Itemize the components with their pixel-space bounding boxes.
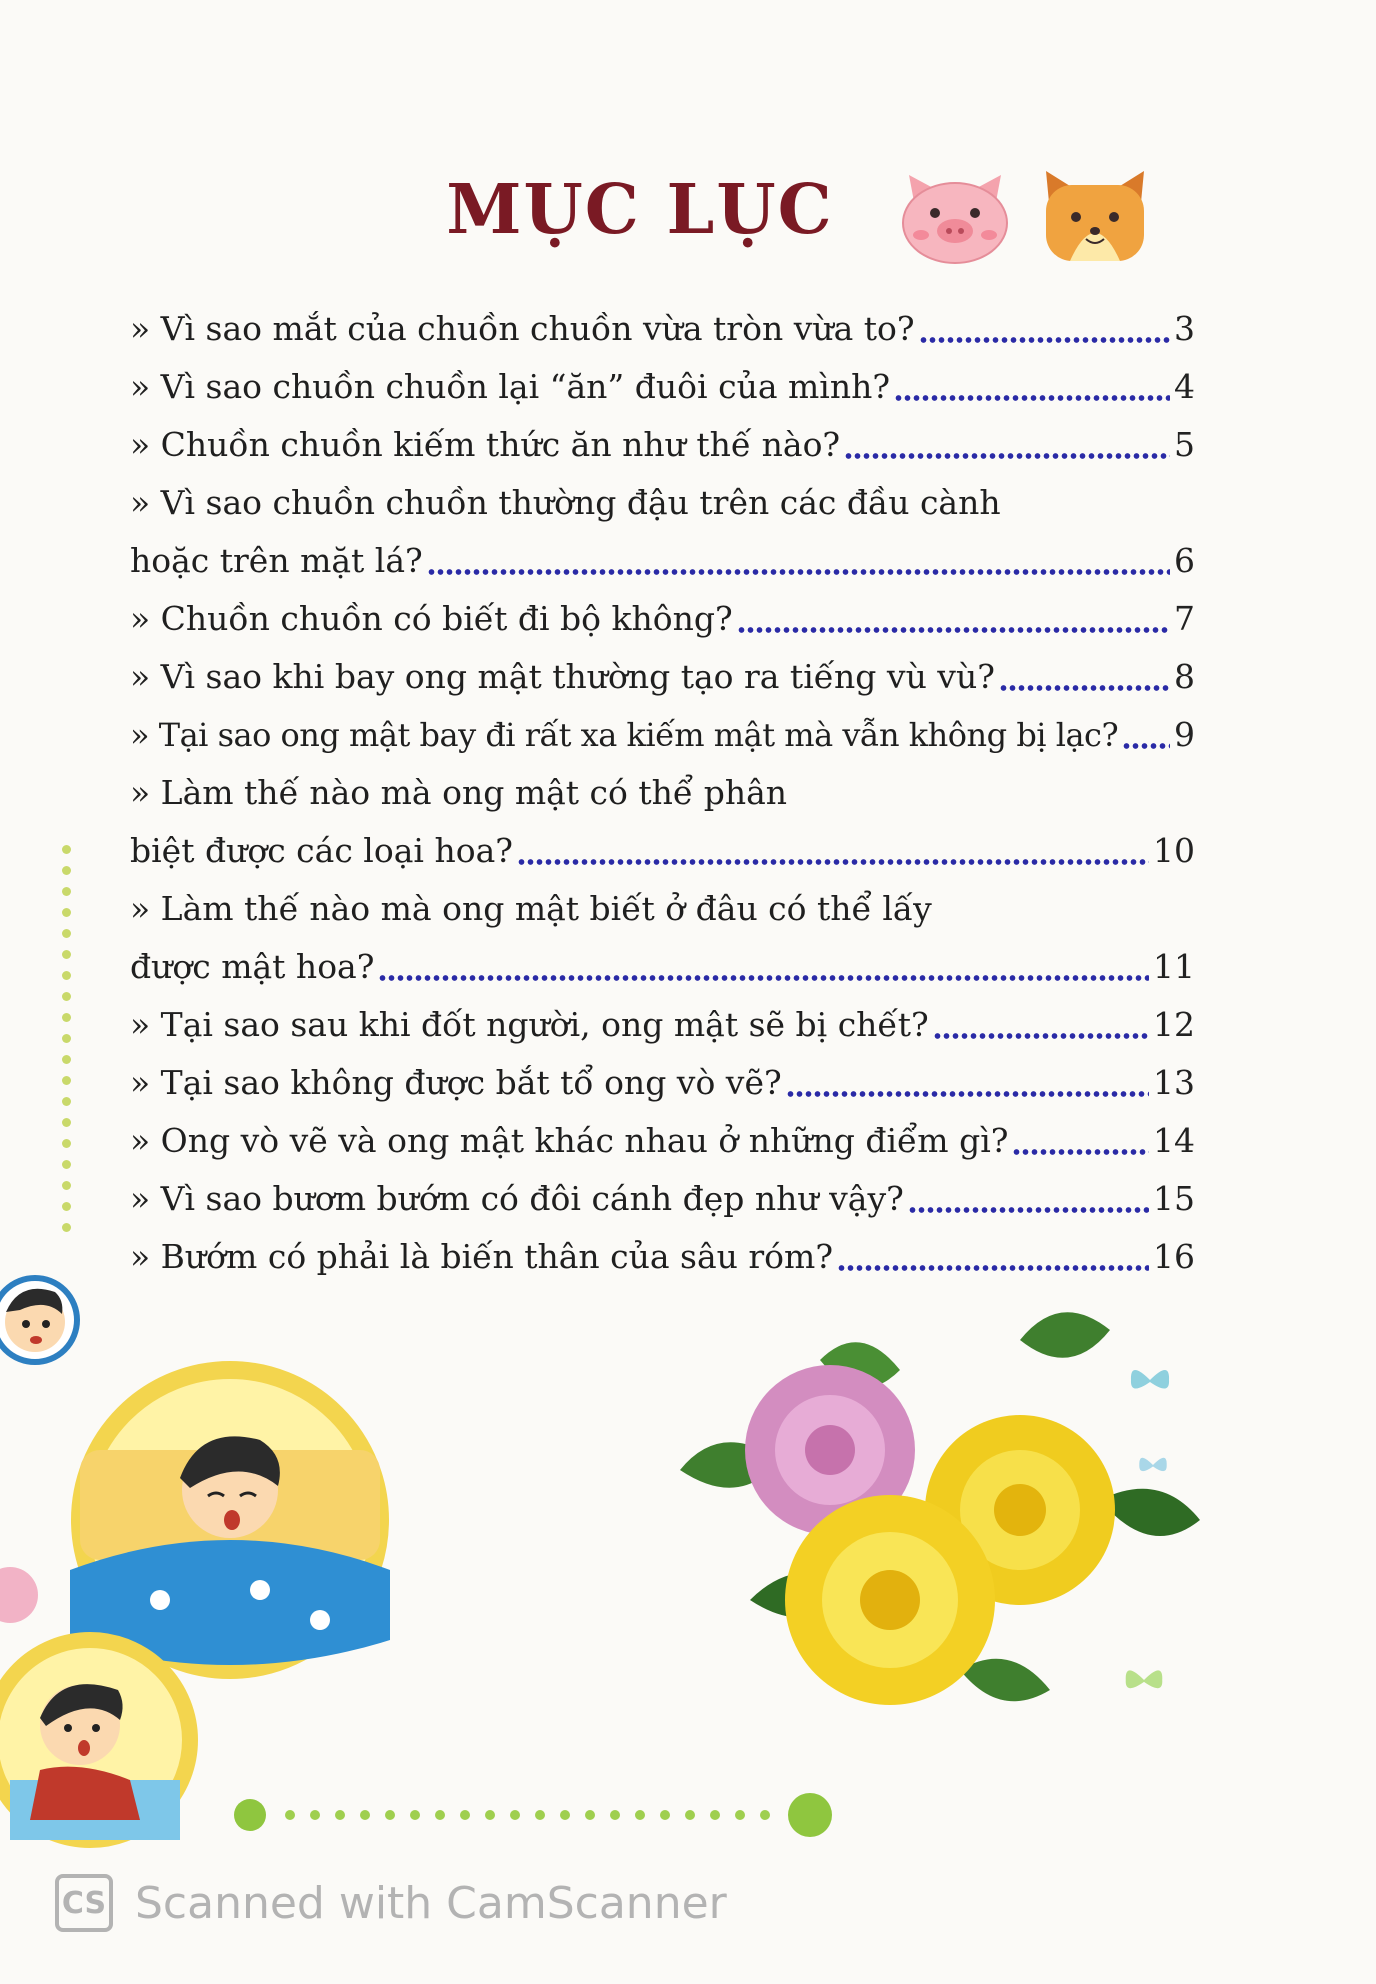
leader-dots <box>894 393 1170 403</box>
toc-entry[interactable] <box>130 880 1195 996</box>
toc-entry-title: được mật hoa? <box>130 947 375 986</box>
table-of-contents <box>130 300 1195 1286</box>
camscanner-logo: CS <box>55 1874 113 1932</box>
toc-entry[interactable] <box>130 590 1195 648</box>
toc-entry[interactable] <box>130 416 1195 474</box>
toc-page-number: 7 <box>1174 599 1195 638</box>
toc-entry-title: » Tại sao không được bắt tổ ong vò vẽ? <box>130 1063 782 1102</box>
toc-page-number: 3 <box>1174 309 1195 348</box>
toc-entry[interactable] <box>130 996 1195 1054</box>
toc-page-number: 13 <box>1153 1063 1195 1102</box>
boy-drawing-illustration <box>0 1630 200 1860</box>
watermark-text: Scanned with CamScanner <box>135 1877 727 1929</box>
dog-face-icon <box>1040 165 1150 265</box>
toc-entry[interactable] <box>130 358 1195 416</box>
toc-entry[interactable] <box>130 300 1195 358</box>
toc-entry-title: » Chuồn chuồn kiếm thức ăn như thế nào? <box>130 425 841 464</box>
toc-page-number: 10 <box>1153 831 1195 870</box>
toc-entry-title-line1: » Làm thế nào mà ong mật có thể phân <box>130 773 788 812</box>
leader-dots <box>378 973 1149 983</box>
toc-page-number: 5 <box>1174 425 1195 464</box>
butterfly-icon <box>1120 1660 1168 1700</box>
toc-entry-title-line1: » Vì sao chuồn chuồn thường đậu trên các đầu cành <box>130 483 1001 522</box>
toc-page-number: 16 <box>1153 1237 1195 1276</box>
butterfly-icon <box>1125 1360 1175 1400</box>
leader-dots <box>837 1263 1149 1273</box>
leader-dots <box>1122 741 1170 751</box>
leader-dots <box>427 567 1170 577</box>
side-dot-border <box>62 845 71 1244</box>
toc-entry[interactable] <box>130 648 1195 706</box>
toc-entry-title-line1: » Làm thế nào mà ong mật biết ở đâu có thể lấy <box>130 889 932 928</box>
toc-entry-title: » Chuồn chuồn có biết đi bộ không? <box>130 599 733 638</box>
leader-dots <box>517 857 1149 867</box>
toc-page-number: 6 <box>1174 541 1195 580</box>
toc-page-number: 9 <box>1174 715 1195 754</box>
scanner-watermark <box>55 1874 727 1932</box>
toc-page-number: 15 <box>1153 1179 1195 1218</box>
toc-entry[interactable] <box>130 474 1195 590</box>
pink-circle-decoration <box>0 1560 40 1630</box>
toc-entry[interactable] <box>130 1112 1195 1170</box>
toc-page-number: 4 <box>1174 367 1195 406</box>
toc-entry-title: » Ong vò vẽ và ong mật khác nhau ở những điểm gì? <box>130 1121 1009 1160</box>
pig-face-icon <box>895 165 1015 265</box>
toc-entry-title: » Tại sao sau khi đốt người, ong mật sẽ bị chết? <box>130 1005 929 1044</box>
leader-dots <box>919 335 1170 345</box>
toc-entry-title: » Bướm có phải là biến thân của sâu róm? <box>130 1237 834 1276</box>
leader-dots <box>737 625 1170 635</box>
toc-page-number: 11 <box>1153 947 1195 986</box>
toc-entry-title: » Vì sao mắt của chuồn chuồn vừa tròn vừa to? <box>130 309 915 348</box>
leader-dots <box>786 1089 1149 1099</box>
leader-dots <box>933 1031 1149 1041</box>
toc-entry[interactable] <box>130 1228 1195 1286</box>
toc-entry-title: » Vì sao chuồn chuồn lại “ăn” đuôi của mình? <box>130 367 891 406</box>
toc-entry[interactable] <box>130 764 1195 880</box>
toc-entry-title: » Vì sao bươm bướm có đôi cánh đẹp như vậy? <box>130 1179 904 1218</box>
toc-entry-title: » Tại sao ong mật bay đi rất xa kiếm mật mà vẫn không bị lạc? <box>130 716 1119 754</box>
toc-entry[interactable] <box>130 1054 1195 1112</box>
leader-dots <box>1012 1147 1149 1157</box>
leader-dots <box>844 451 1170 461</box>
bottom-dot-border <box>230 1790 850 1840</box>
toc-entry[interactable] <box>130 706 1195 764</box>
page-title: MỤC LỤC <box>446 170 834 250</box>
toc-entry-title: hoặc trên mặt lá? <box>130 541 423 580</box>
toc-entry[interactable] <box>130 1170 1195 1228</box>
boy-face-icon <box>0 1270 80 1370</box>
toc-page-number: 8 <box>1174 657 1195 696</box>
toc-page-number: 14 <box>1153 1121 1195 1160</box>
leader-dots <box>908 1205 1149 1215</box>
leader-dots <box>999 683 1170 693</box>
butterfly-icon <box>1135 1450 1171 1480</box>
toc-page-number: 12 <box>1153 1005 1195 1044</box>
toc-entry-title: biệt được các loại hoa? <box>130 831 513 870</box>
toc-entry-title: » Vì sao khi bay ong mật thường tạo ra tiếng vù vù? <box>130 657 995 696</box>
